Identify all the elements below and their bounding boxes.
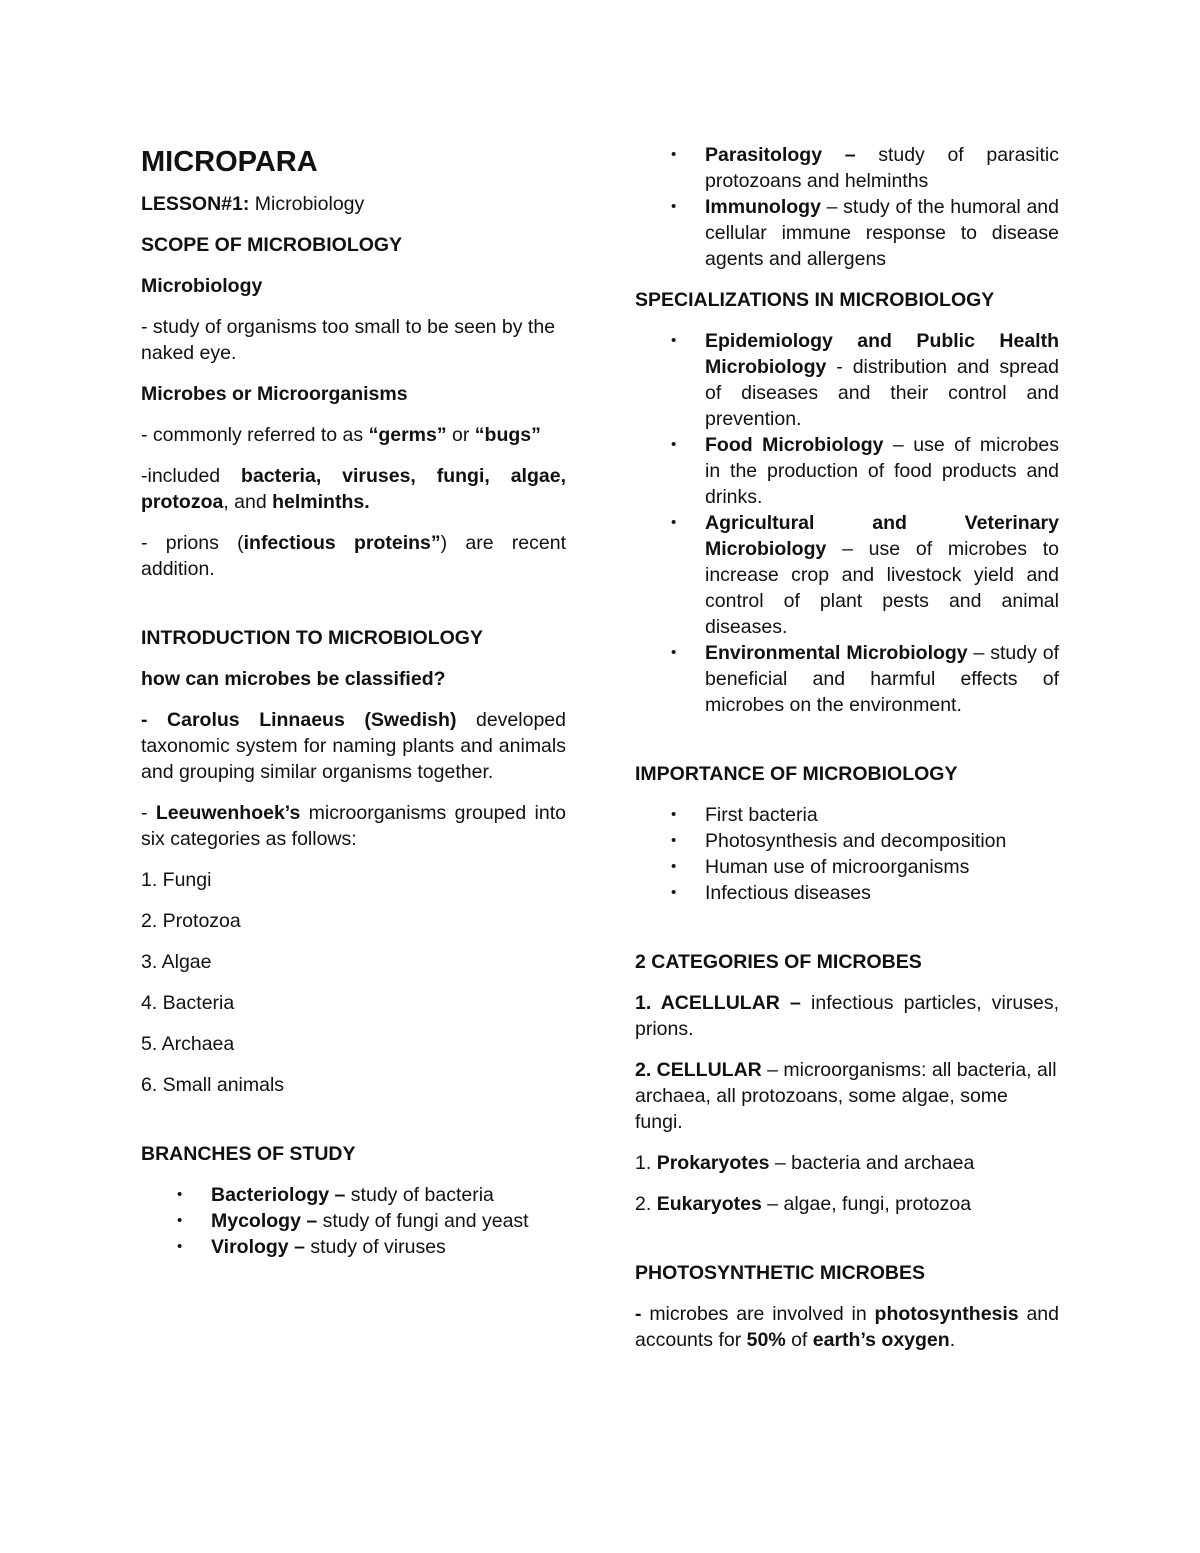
- linnaeus-paragraph: [141, 707, 566, 785]
- euk-text: – algae, fungi, protozoa: [761, 1193, 972, 1215]
- branch-def: – study of the humoral and cellular immune response to disease agents and allergens: [705, 196, 1059, 270]
- acellular-paragraph: [635, 990, 1059, 1042]
- photo-end: .: [949, 1329, 956, 1351]
- microbes-definition: [141, 422, 566, 448]
- list-item: [635, 510, 1059, 640]
- leeuwenhoek-paragraph: [141, 800, 566, 852]
- bullet-icon: •: [671, 858, 677, 875]
- bullet-icon: •: [177, 1212, 183, 1229]
- importance-heading: IMPORTANCE OF MICROBIOLOGY: [635, 763, 958, 785]
- importance-text: Photosynthesis and decomposition: [705, 830, 1007, 852]
- microbiology-term: Microbiology: [141, 275, 263, 297]
- leeu-text: microorganisms grouped into six categories as follows:: [141, 802, 566, 850]
- bugs-term: “bugs”: [474, 424, 541, 446]
- bullet-icon: •: [671, 832, 677, 849]
- photo-text: of: [785, 1329, 813, 1351]
- category-item: 2. Protozoa: [141, 910, 241, 932]
- list-item: [141, 1208, 566, 1234]
- list-item: [635, 432, 1059, 510]
- spacer: [635, 733, 1059, 761]
- photo-dash: -: [635, 1303, 650, 1325]
- photosynthetic-paragraph: [635, 1301, 1059, 1353]
- list-item: [635, 802, 1059, 828]
- scope-heading: SCOPE OF MICROBIOLOGY: [141, 234, 403, 256]
- linnaeus-bold: - Carolus Linnaeus (Swedish): [141, 709, 457, 731]
- photo-bold: photosynthesis: [874, 1303, 1019, 1325]
- bullet-icon: •: [671, 332, 677, 349]
- branch-def: study of bacteria: [345, 1184, 494, 1206]
- euk-num: 2.: [635, 1193, 657, 1215]
- prokaryotes-line: [635, 1150, 1059, 1176]
- bullet-icon: •: [177, 1238, 183, 1255]
- linnaeus-text: developed taxonomic system for naming plants and animals and grouping similar organisms together.: [141, 709, 566, 783]
- spec-term: Environmental Microbiology: [705, 642, 968, 664]
- included-text: -included: [141, 465, 242, 487]
- spec-term: Epidemiology and Public Health Microbiology: [705, 330, 1059, 378]
- bullet-icon: •: [671, 514, 677, 531]
- included-helminths: helminths.: [272, 491, 370, 513]
- list-item: [635, 828, 1059, 854]
- euk-bold: Eukaryotes: [656, 1193, 762, 1215]
- lesson-label: LESSON#1:: [141, 193, 250, 215]
- branch-term: Mycology –: [211, 1210, 318, 1232]
- specializations-heading: SPECIALIZATIONS IN MICROBIOLOGY: [635, 289, 995, 311]
- acellular-bold: 1. ACELLULAR –: [635, 992, 801, 1014]
- included-and: , and: [223, 491, 273, 513]
- branch-term: Parasitology –: [705, 144, 856, 166]
- specializations-list: [635, 328, 1059, 718]
- list-item: [141, 1234, 566, 1260]
- spec-def: – study of beneficial and harmful effects of microbes on the environment.: [705, 642, 1059, 716]
- prions-paragraph: [141, 530, 566, 582]
- lesson-line: [141, 191, 566, 217]
- category-item: 3. Algae: [141, 951, 212, 973]
- bullet-icon: •: [671, 198, 677, 215]
- branch-term: Virology –: [211, 1236, 305, 1258]
- document-title: MICROPARA: [141, 146, 318, 178]
- spacer: [635, 921, 1059, 949]
- branch-term: Bacteriology –: [211, 1184, 346, 1206]
- branch-def: study of fungi and yeast: [317, 1210, 529, 1232]
- category-item: 1. Fungi: [141, 869, 212, 891]
- included-paragraph: [141, 463, 566, 515]
- prions-text-end: ) are recent addition.: [141, 532, 566, 580]
- branches-list: [141, 1182, 566, 1260]
- bullet-icon: •: [671, 644, 677, 661]
- list-item: [635, 854, 1059, 880]
- spacer: [141, 1113, 566, 1141]
- spec-def: – use of microbes to increase crop and livestock yield and control of plant pests and animal diseases.: [705, 538, 1059, 638]
- bullet-icon: •: [671, 806, 677, 823]
- lesson-value: Microbiology: [254, 193, 365, 215]
- microbes-def-text: - commonly referred to as: [141, 424, 369, 446]
- branches-continued-list: [635, 142, 1059, 272]
- prions-text: - prions (: [141, 532, 244, 554]
- acellular-text: infectious particles, viruses, prions.: [635, 992, 1059, 1040]
- photo-bold: 50%: [746, 1329, 786, 1351]
- category-item: 6. Small animals: [141, 1074, 285, 1096]
- list-item: [635, 880, 1059, 906]
- spec-term: Agricultural and Veterinary Microbiology: [705, 512, 1059, 560]
- photo-bold: earth’s oxygen: [812, 1329, 950, 1351]
- cellular-paragraph: [635, 1057, 1059, 1135]
- spacer: [635, 1232, 1059, 1260]
- eukaryotes-line: [635, 1191, 1059, 1217]
- spec-def: - distribution and spread of diseases and their control and prevention.: [705, 356, 1059, 430]
- leeu-bold: Leeuwenhoek’s: [155, 802, 301, 824]
- branches-heading: BRANCHES OF STUDY: [141, 1143, 356, 1165]
- left-column: [141, 144, 566, 1275]
- prok-text: – bacteria and archaea: [769, 1152, 975, 1174]
- category-item: 4. Bacteria: [141, 992, 235, 1014]
- spec-term: Food Microbiology: [705, 434, 884, 456]
- photo-text: microbes are involved in: [649, 1303, 875, 1325]
- leeu-dash: -: [141, 802, 156, 824]
- list-item: [635, 194, 1059, 272]
- list-item: [141, 1182, 566, 1208]
- microbes-term: Microbes or Microorganisms: [141, 383, 408, 405]
- prok-bold: Prokaryotes: [656, 1152, 770, 1174]
- prions-bold: infectious proteins”: [243, 532, 441, 554]
- branch-def: study of viruses: [304, 1236, 446, 1258]
- category-item: 5. Archaea: [141, 1033, 235, 1055]
- included-list: bacteria, viruses, fungi, algae, protozoa: [141, 465, 566, 513]
- germs-term: “germs”: [368, 424, 447, 446]
- intro-heading: INTRODUCTION TO MICROBIOLOGY: [141, 627, 483, 649]
- branch-def: study of parasitic protozoans and helminths: [705, 144, 1059, 192]
- importance-list: [635, 802, 1059, 906]
- bullet-icon: •: [671, 146, 677, 163]
- list-item: [635, 640, 1059, 718]
- bullet-icon: •: [671, 884, 677, 901]
- photosynthetic-heading: PHOTOSYNTHETIC MICROBES: [635, 1262, 925, 1284]
- or-text: or: [446, 424, 475, 446]
- classified-question: how can microbes be classified?: [141, 668, 446, 690]
- importance-text: Infectious diseases: [705, 882, 871, 904]
- cellular-bold: 2. CELLULAR: [635, 1059, 762, 1081]
- right-column: [635, 142, 1059, 1368]
- photo-text: and accounts for: [635, 1303, 1059, 1351]
- importance-text: Human use of microorganisms: [705, 856, 970, 878]
- microbiology-definition: - study of organisms too small to be seen by the naked eye.: [141, 316, 556, 364]
- bullet-icon: •: [177, 1186, 183, 1203]
- spec-def: – use of microbes in the production of food products and drinks.: [705, 434, 1059, 508]
- importance-text: First bacteria: [705, 804, 818, 826]
- list-item: [635, 142, 1059, 194]
- spacer: [141, 597, 566, 625]
- bullet-icon: •: [671, 436, 677, 453]
- cellular-text: – microorganisms: all bacteria, all archaea, all protozoans, some algae, some fungi.: [635, 1059, 1057, 1133]
- categories-heading: 2 CATEGORIES OF MICROBES: [635, 951, 922, 973]
- prok-num: 1.: [635, 1152, 657, 1174]
- list-item: [635, 328, 1059, 432]
- branch-term: Immunology: [705, 196, 821, 218]
